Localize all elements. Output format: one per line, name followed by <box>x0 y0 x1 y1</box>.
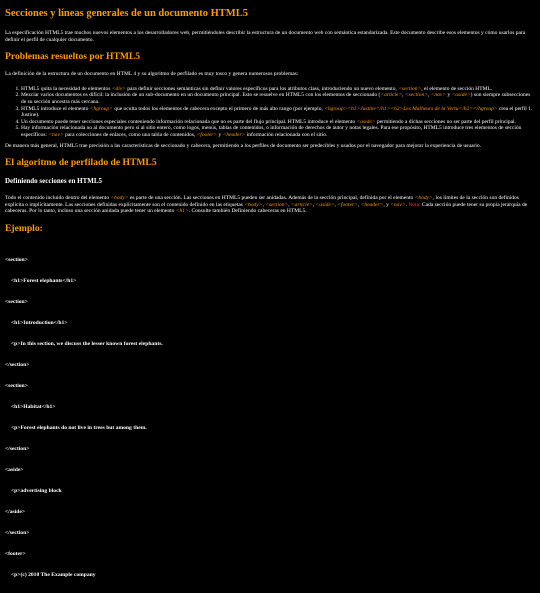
code-line: <aside> <box>5 466 24 473</box>
code-nav: <nav> <box>390 201 406 208</box>
code-aside: <aside> <box>451 92 471 99</box>
list-item: 5. Hay información relacionada no al documento pero sí al sitio entero, como logos, menús, tablas de contenidos, o información de derechos de autor y notas legales. Para ese propósito, HTML5 introduce tres elementos de sección específicos: <nav> para colecciones de enlaces, como una tabla de contenidos, <footer> y <header> información relacionada con el sitio. <box>21 125 533 138</box>
code-line: </section> <box>5 445 30 452</box>
code-section: <section> <box>265 201 289 208</box>
code-line: </aside> <box>5 508 26 515</box>
code-example <box>5 243 533 593</box>
code-header: <header> <box>222 131 246 138</box>
code-section: <section> <box>398 85 422 92</box>
code-footer: <footer> <box>337 201 358 208</box>
code-body: <body> <box>244 201 263 208</box>
intro-paragraph: La especificación HTML5 trae muchos nuevos elementos a los desarrolladores web, permitiéndoles describir la estructura de un documento web con semántica estandarizada. Este documento describe esos elementos y cómo usarlos para definir el perfil de cualquier documento. <box>5 30 526 43</box>
code-div: <div> <box>111 85 126 92</box>
problems-heading: Problemas resueltos por HTML5 <box>5 51 141 63</box>
code-section: <section> <box>404 92 428 99</box>
list-item: 1. HTML5 quita la necesidad de elementos <div> para definir secciones semánticas sin definir valores específicos para los atributos class, introduciendo un nuevo elemento, <section>, el elemento de sección HTML. <box>21 86 533 93</box>
page-title: Secciones y líneas generales de un documento HTML5 <box>5 8 248 19</box>
code-hgroup: <hgroup> <box>89 105 113 112</box>
code-line: <h1>Habitat</h1> <box>11 403 56 410</box>
list-item: 3. HTML5 introduce el elemento <hgroup> que oculta todos los elementos de cabecera excepto el primero de más alto rango (por ejemplo, <hgroup><h1>Justine</h1><h2>Les Malheurs de la Vertu</h2></hgroup> crea el perfil 1. Justine). <box>21 106 533 119</box>
code-line: <p>In this section, we discuss the lesser known forest elephants. <box>11 340 163 347</box>
note-label: Nota: <box>408 201 421 208</box>
code-line: <section> <box>5 256 28 263</box>
code-line: </section> <box>5 361 30 368</box>
algorithm-subheading: Definiendo secciones en HTML5 <box>5 177 103 186</box>
code-line: <p>Forest elephants do not live in trees but among them. <box>11 424 147 431</box>
code-line: </section> <box>5 529 30 536</box>
example-heading: Ejemplo: <box>5 222 43 234</box>
code-article: <article> <box>290 201 313 208</box>
code-line: <h1>Forest elephants</h1> <box>11 277 77 284</box>
code-body: <body> <box>414 195 433 202</box>
problems-closing: De manera más general, HTML5 trae precisión a las características de seccionado y cabecera, permitiendo a los perfiles de documento ser predecibles y usados por el navegador para mejorar la experiencia de usuario. <box>5 142 481 149</box>
problems-lead: La definición de la estructura de un documento en HTML 4 y su algoritmo de perfilado es muy tosco y genera numerosos problemas: <box>5 71 299 78</box>
list-item: 4. Un documento puede tener secciones especiales conteniendo información relacionada que no es parte del flujo principal. HTML5 introduce el elemento <aside> permitiendo a dichas secciones no ser parte del perfil principal. <box>21 119 533 126</box>
code-aside: <aside> <box>356 118 376 125</box>
code-h1: <h1> <box>175 208 189 215</box>
algorithm-paragraph: Todo el contenido incluido dentro del elemento <body> es parte de una sección. Las secciones en HTML5 pueden ser anidadas. Además de la sección principal, definida por el elemento <body>, los límites de la sección son definidos explícita o implícitamente. Las secciones definidas explícitamente son el contenido definido en las etiquetas <body>, <section>, <article>, <aside>, <footer>, <header>, y <nav>. Nota: Cada sección puede tener su propia jerarquía de cabeceras. Por lo tanto, incluso una sección anidada puede tener un elemento <h1>. Consulte también Definiendo cabeceras en HTML5. <box>5 195 528 215</box>
code-header: <header> <box>360 201 384 208</box>
code-aside: <aside> <box>315 201 335 208</box>
code-hgroup-example: <hgroup><h1>Justine</h1><h2>Les Malheurs de la Vertu</h2></hgroup> <box>324 105 498 112</box>
code-line: <footer> <box>5 550 26 557</box>
code-nav: <nav> <box>48 131 64 138</box>
algorithm-heading: El algoritmo de perfilado de HTML5 <box>5 157 157 169</box>
list-item: 2. Mezclar varios documentos es difícil: la inclusión de un sub-documento en un documento principal. Esto se resuelve en HTML5 con los elementos de seccionado (<article>, <section>, <nav> y <aside>) son siempre subsecciones de su sección ancestra más cercana. <box>21 92 533 105</box>
code-line: <section> <box>5 298 28 305</box>
code-nav: <nav> <box>430 92 447 99</box>
code-footer: <footer> <box>196 131 218 138</box>
code-line: <p>(c) 2010 The Example company <box>11 571 96 578</box>
code-line: <section> <box>5 382 28 389</box>
problems-list <box>5 86 533 139</box>
code-line: <h1>Introduction</h1> <box>11 319 68 326</box>
code-body: <body> <box>110 195 129 202</box>
code-article: <article> <box>380 92 403 99</box>
code-line: <p>advertising block <box>11 487 62 494</box>
